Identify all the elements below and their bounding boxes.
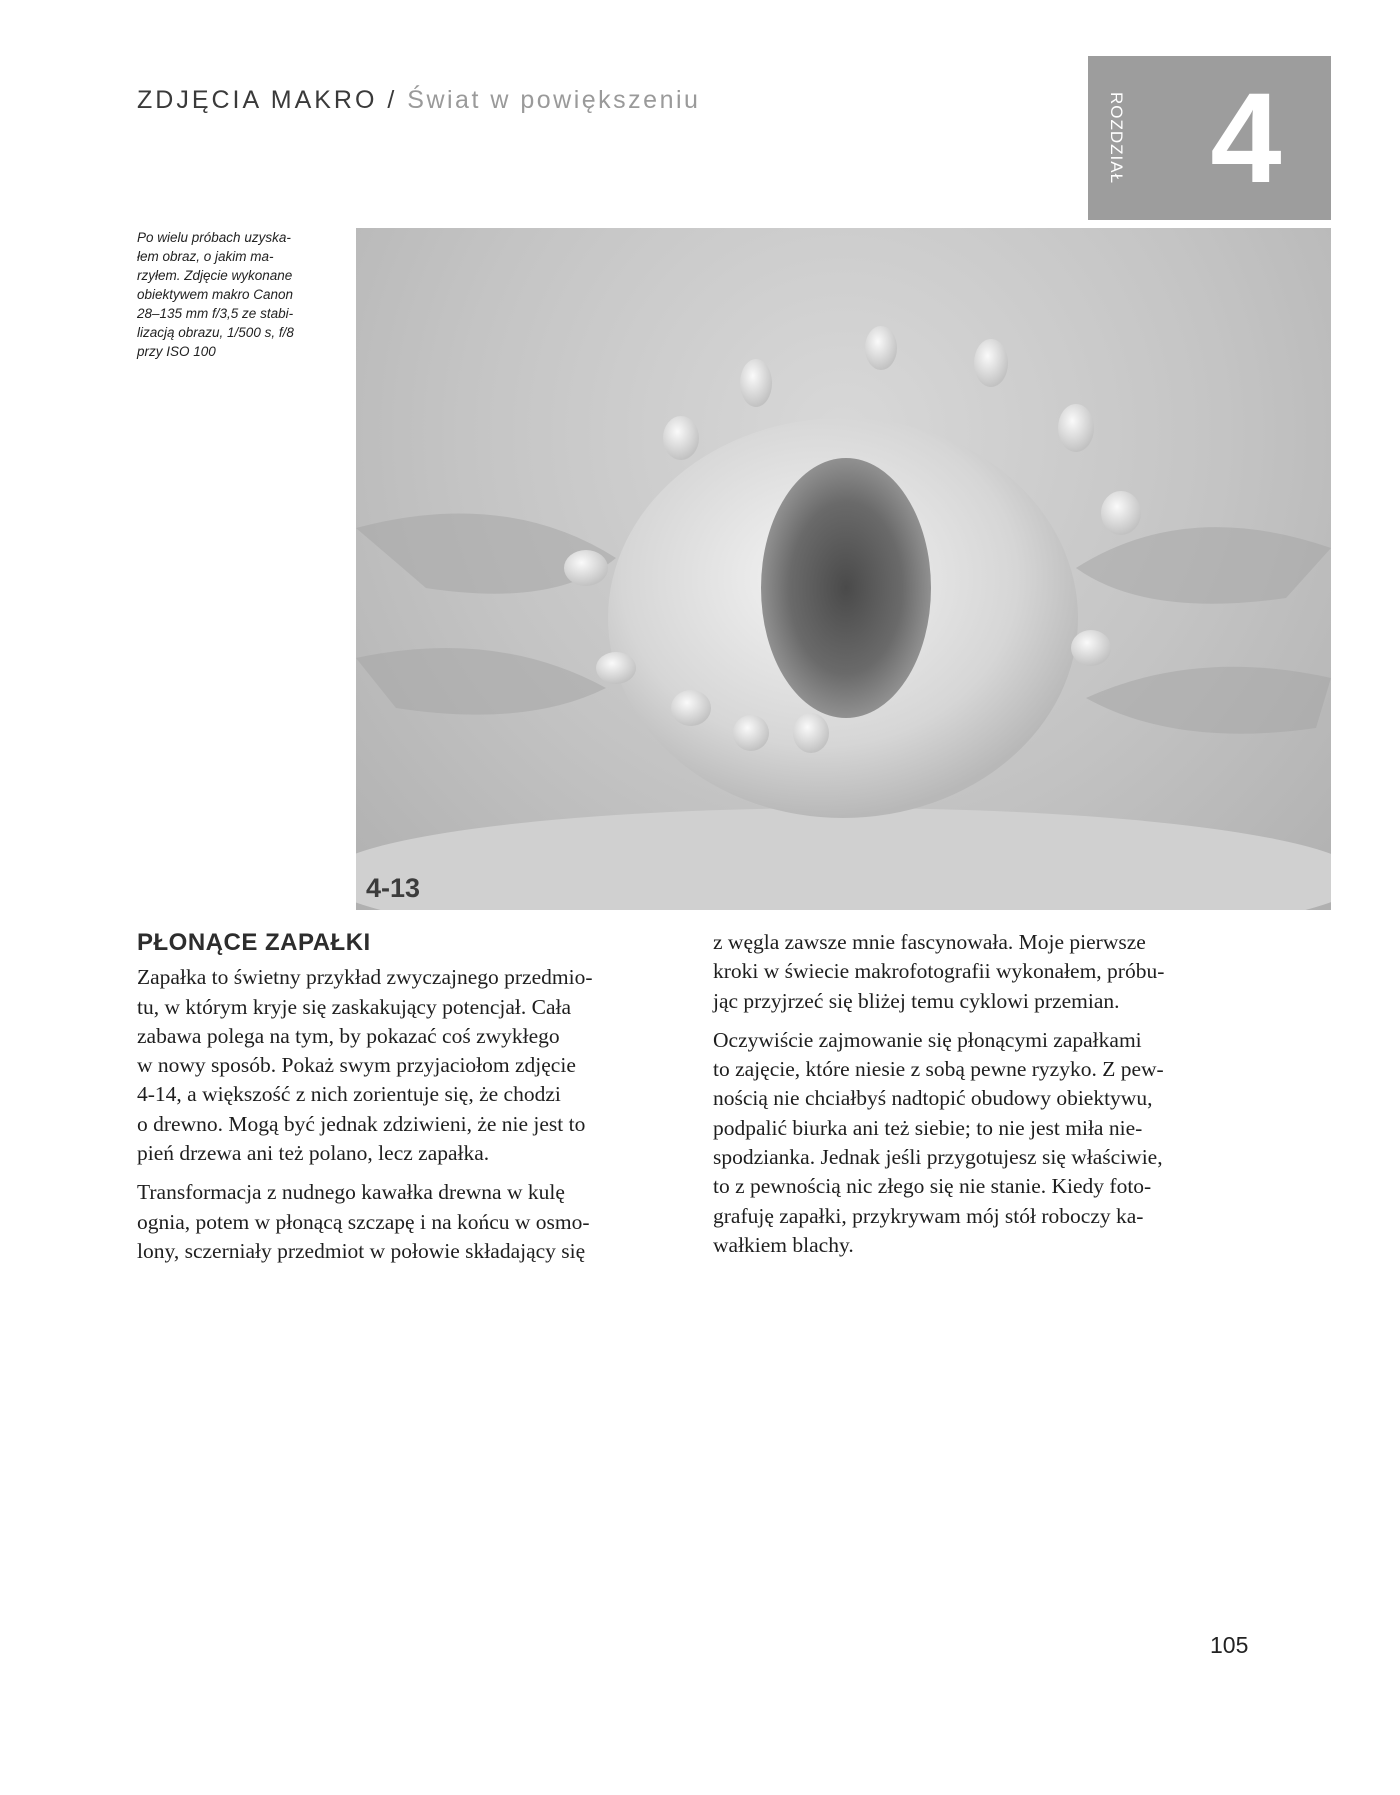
section-title: PŁONĄCE ZAPAŁKI [137, 929, 371, 956]
left-column [137, 928, 677, 1276]
milk-splash-photo [356, 228, 1331, 910]
header-subtitle: Świat w powiększeniu [407, 86, 701, 114]
header-separator: / [377, 86, 408, 114]
paragraph: Transformacja z nudnego kawałka drewna w kulę ognia, potem w płonącą szczapę i na końcu w osmo- lony, sczerniały przedmiot w połowie składający się [137, 1180, 590, 1263]
running-header [137, 86, 700, 115]
figure-label: 4-13 [366, 873, 421, 903]
figure-caption: Po wielu próbach uzyska- łem obraz, o jakim ma- rzyłem. Zdjęcie wykonane obiektywem makro Canon 28–135 mm f/3,5 ze stabi- lizacją obrazu, 1/500 s, f/8 przy ISO 100 [137, 230, 294, 359]
right-column [713, 928, 1253, 1270]
chapter-tab [1088, 56, 1331, 220]
chapter-number: 4 [1210, 66, 1282, 210]
chapter-tab-label: ROZDZIAŁ [1107, 91, 1126, 185]
paragraph: Zapałka to świetny przykład zwyczajnego przedmio- tu, w którym kryje się zaskakujący potencjał. Cała zabawa polega na tym, by pokazać coś zwykłego w nowy sposób. Pokaż swym przyjaciołom zdjęcie 4-14, a większość z nich zorientuje się, że chodzi o drewno. Mogą być jednak zdziwieni, że nie jest to pień drzewa ani też polano, lecz zapałka. [137, 965, 593, 1166]
header-section: ZDJĘCIA MAKRO [137, 86, 378, 114]
paragraph: Oczywiście zajmowanie się płonącymi zapałkami to zajęcie, które niesie z sobą pewne ryzyko. Z pew- nością nie chciałbyś nadtopić obudowy obiektywu, podpalić biurka ani też siebie; to nie jest miła nie- spodzianka. Jednak jeśli przygotujesz się właściwie, to z pewnością nic złego się nie stanie. Kiedy foto- grafuję zapałki, przykrywam mój stół roboczy ka- wałkiem blachy. [713, 1027, 1164, 1257]
page-number: 105 [1210, 1632, 1249, 1658]
milk-crown-illustration [356, 228, 1331, 910]
paragraph: z węgla zawsze mnie fascynowała. Moje pierwsze kroki w świecie makrofotografii wykonałem, próbu- jąc przyjrzeć się bliżej temu cyklowi przemian. [713, 930, 1165, 1013]
